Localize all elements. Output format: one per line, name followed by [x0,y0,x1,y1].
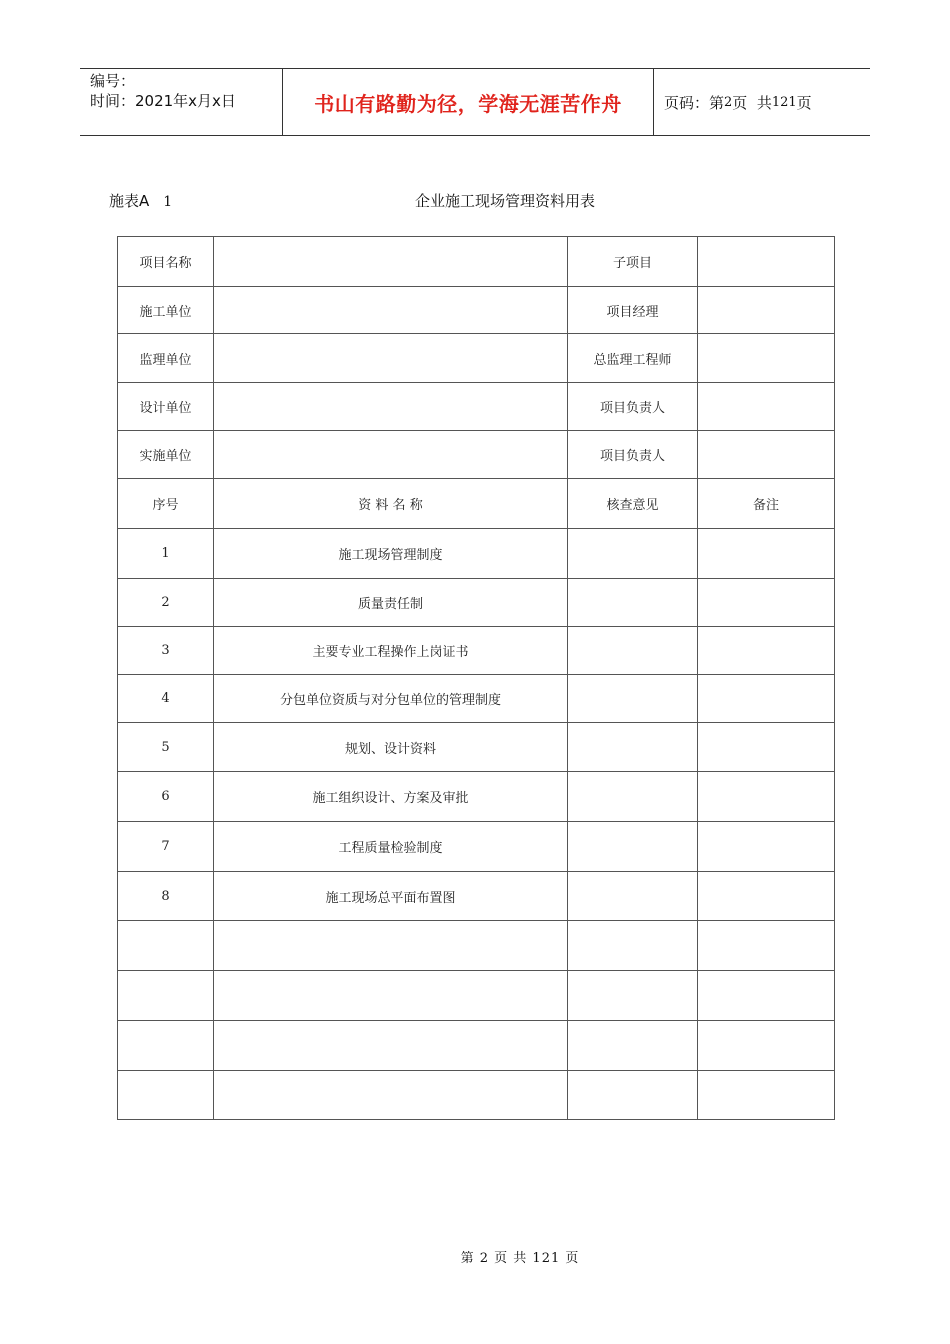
item-remark[interactable] [698,675,835,723]
info-label: 施工单位 [118,287,214,334]
item-remark[interactable] [698,921,835,971]
item-name [214,1021,568,1071]
item-number: 1 [118,529,214,579]
info-label: 实施单位 [118,431,214,479]
item-remark[interactable] [698,723,835,772]
col-remark-header: 备注 [698,479,835,529]
item-name: 规划、设计资料 [214,723,568,772]
col-no-header: 序号 [118,479,214,529]
item-name: 主要专业工程操作上岗证书 [214,627,568,675]
item-remark[interactable] [698,579,835,627]
info-value-2[interactable] [698,334,835,383]
item-number [118,1071,214,1120]
item-name [214,971,568,1021]
table-row [118,772,835,822]
info-label-2: 项目负责人 [568,383,698,431]
table-row [118,529,835,579]
form-title: 企业施工现场管理资料用表 [415,192,596,210]
item-remark[interactable] [698,971,835,1021]
form-code-number: 1 [163,194,173,210]
info-value[interactable] [214,334,568,383]
item-number: 2 [118,579,214,627]
item-number: 7 [118,822,214,872]
item-name: 施工组织设计、方案及审批 [214,772,568,822]
table-row [118,723,835,772]
info-value[interactable] [214,383,568,431]
code-label: 编号： [90,72,136,90]
page-number: 2 [724,94,733,110]
header-left [80,69,282,135]
item-review[interactable] [568,872,698,921]
info-value[interactable] [214,431,568,479]
item-review[interactable] [568,822,698,872]
item-number: 3 [118,627,214,675]
item-name: 施工现场总平面布置图 [214,872,568,921]
item-remark[interactable] [698,872,835,921]
item-review[interactable] [568,971,698,1021]
item-remark[interactable] [698,529,835,579]
col-name-header: 资 料 名 称 [214,479,568,529]
item-review[interactable] [568,921,698,971]
info-label-2: 总监理工程师 [568,334,698,383]
item-review[interactable] [568,675,698,723]
item-name: 分包单位资质与对分包单位的管理制度 [214,675,568,723]
info-label-2: 子项目 [568,237,698,287]
column-header-row [118,479,835,529]
page-header [80,68,870,136]
item-number [118,921,214,971]
table-row [118,872,835,921]
table-row [118,921,835,971]
info-label: 项目名称 [118,237,214,287]
table-row [118,579,835,627]
item-number [118,971,214,1021]
table-row [118,675,835,723]
record-table [117,236,835,1120]
info-row [118,431,835,479]
info-value-2[interactable] [698,431,835,479]
item-number: 5 [118,723,214,772]
page-footer: 第 2 页 共 121 页 [460,1251,580,1266]
time-label: 时间：2021年x月x日 [90,92,236,110]
form-code-label: 施表A [109,192,150,210]
header-page-info [654,69,870,135]
page-suffix: 页 [796,93,812,112]
item-review[interactable] [568,627,698,675]
header-motto: 书山有路勤为径，学海无涯苦作舟 [282,69,654,135]
item-review[interactable] [568,529,698,579]
item-remark[interactable] [698,822,835,872]
item-remark[interactable] [698,1021,835,1071]
item-number: 4 [118,675,214,723]
page-total: 121 [771,94,797,110]
table-row [118,822,835,872]
page-mid: 页 共 [732,93,772,112]
item-number: 6 [118,772,214,822]
info-label-2: 项目负责人 [568,431,698,479]
item-name [214,1071,568,1120]
info-row [118,287,835,334]
item-review[interactable] [568,1071,698,1120]
item-review[interactable] [568,1021,698,1071]
info-row [118,237,835,287]
item-remark[interactable] [698,772,835,822]
info-value[interactable] [214,237,568,287]
item-review[interactable] [568,772,698,822]
info-value-2[interactable] [698,237,835,287]
info-value-2[interactable] [698,287,835,334]
item-remark[interactable] [698,1071,835,1120]
info-value[interactable] [214,287,568,334]
table-row [118,1071,835,1120]
item-number [118,1021,214,1071]
item-name [214,921,568,971]
form-code [109,190,172,211]
item-remark[interactable] [698,627,835,675]
info-row [118,383,835,431]
item-name: 质量责任制 [214,579,568,627]
item-number: 8 [118,872,214,921]
info-label: 监理单位 [118,334,214,383]
info-row [118,334,835,383]
item-review[interactable] [568,579,698,627]
table-row [118,1021,835,1071]
table-row [118,971,835,1021]
table-row [118,627,835,675]
info-value-2[interactable] [698,383,835,431]
item-name: 施工现场管理制度 [214,529,568,579]
item-review[interactable] [568,723,698,772]
info-label-2: 项目经理 [568,287,698,334]
col-review-header: 核查意见 [568,479,698,529]
page-prefix: 页码：第 [664,93,725,112]
info-label: 设计单位 [118,383,214,431]
item-name: 工程质量检验制度 [214,822,568,872]
